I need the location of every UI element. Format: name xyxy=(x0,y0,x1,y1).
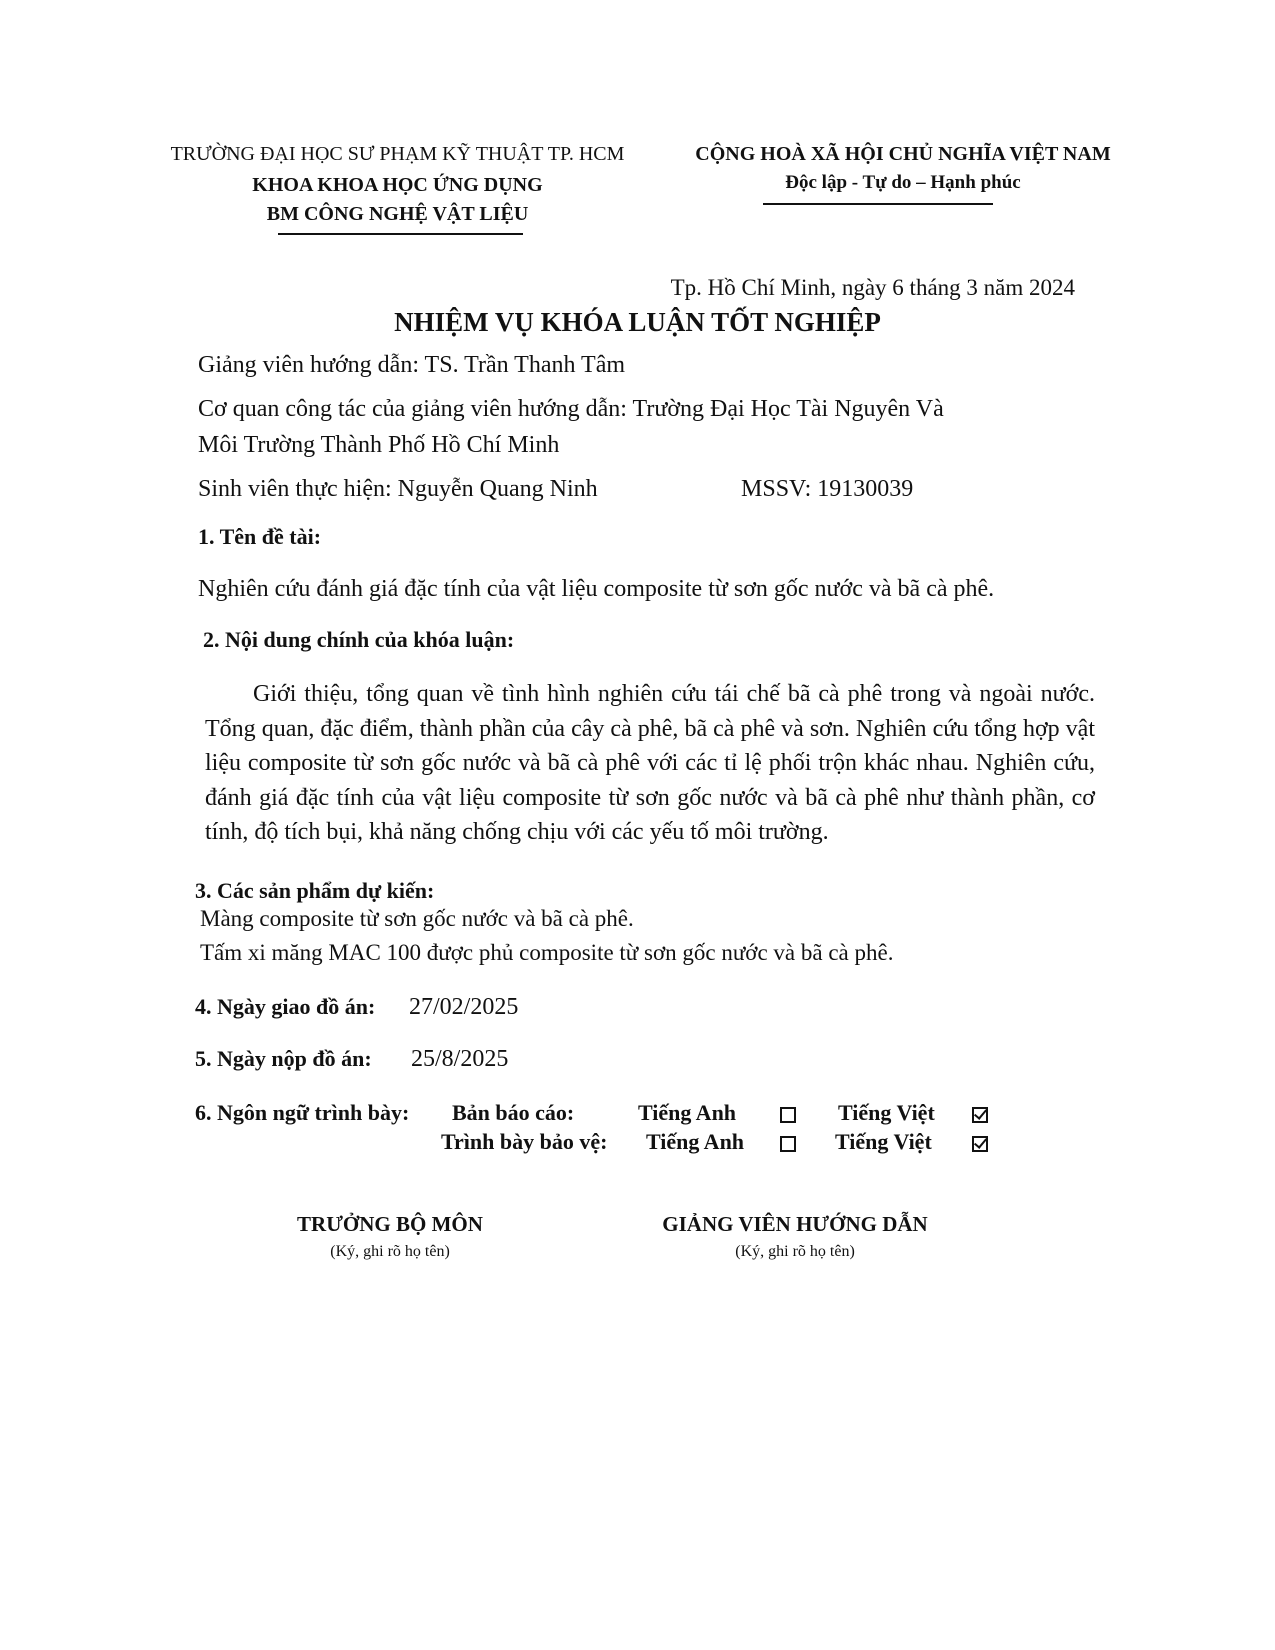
section-2-text: Giới thiệu, tổng quan về tình hình nghiên cứu tái chế bã cà phê trong và ngoài nước. Tổng quan, đặc điểm, thành phần của cây cà phê, bã cà phê và sơn. Nghiên cứu tổng hợp vật liệu composite từ sơn gốc nước và bã cà phê với các tỉ lệ phối trộn khác nhau. Nghiên cứu, đánh giá đặc tính của vật liệu composite từ sơn gốc nước và bã cà phê như thành phần, cơ tính, độ tích bụi, khả năng chống chịu với các yếu tố môi trường. xyxy=(205,681,1095,845)
university-name: TRƯỜNG ĐẠI HỌC SƯ PHẠM KỸ THUẬT TP. HCM xyxy=(170,143,625,165)
left-header-rule xyxy=(278,233,523,235)
country-name: CỘNG HOÀ XÃ HỘI CHỦ NGHĨA VIỆT NAM xyxy=(695,143,1111,165)
student-id: MSSV: 19130039 xyxy=(741,476,914,502)
section-4-heading: 4. Ngày giao đồ án: xyxy=(195,994,376,1019)
affiliation-line-1: Cơ quan công tác của giảng viên hướng dẫn: Trường Đại Học Tài Nguyên Và xyxy=(198,396,944,422)
advisor-line: Giảng viên hướng dẫn: TS. Trần Thanh Tâm xyxy=(198,352,626,378)
report-vietnamese-checkbox[interactable] xyxy=(972,1107,988,1123)
submission-date: 25/8/2025 xyxy=(411,1046,509,1072)
advisor-signature-title: GIẢNG VIÊN HƯỚNG DẪN xyxy=(662,1212,928,1236)
advisor-signature-note: (Ký, ghi rõ họ tên) xyxy=(735,1243,855,1260)
faculty-name: KHOA KHOA HỌC ỨNG DỤNG xyxy=(252,174,543,196)
date-line: Tp. Hồ Chí Minh, ngày 6 tháng 3 năm 2024 xyxy=(670,275,1075,300)
section-1-heading: 1. Tên đề tài: xyxy=(198,524,322,549)
product-item-1: Màng composite từ sơn gốc nước và bã cà phê. xyxy=(200,906,634,931)
defense-language-label: Trình bày bảo vệ: xyxy=(441,1129,608,1154)
page-title: NHIỆM VỤ KHÓA LUẬN TỐT NGHIỆP xyxy=(394,307,881,337)
defense-english-checkbox[interactable] xyxy=(780,1136,796,1152)
right-header-rule xyxy=(763,203,993,205)
defense-english-label: Tiếng Anh xyxy=(646,1129,745,1154)
affiliation-line-2: Môi Trường Thành Phố Hồ Chí Minh xyxy=(198,432,560,458)
section-5-heading: 5. Ngày nộp đồ án: xyxy=(195,1046,372,1071)
handover-date: 27/02/2025 xyxy=(409,994,519,1020)
product-item-2: Tấm xi măng MAC 100 được phủ composite từ sơn gốc nước và bã cà phê. xyxy=(200,940,894,965)
defense-vietnamese-label: Tiếng Việt xyxy=(835,1129,932,1154)
section-3-heading: 3. Các sản phẩm dự kiến: xyxy=(195,878,435,903)
section-1-text: Nghiên cứu đánh giá đặc tính của vật liệu composite từ sơn gốc nước và bã cà phê. xyxy=(198,576,995,602)
report-english-checkbox[interactable] xyxy=(780,1107,796,1123)
department-head-title: TRƯỞNG BỘ MÔN xyxy=(297,1212,483,1236)
national-motto: Độc lập - Tự do – Hạnh phúc xyxy=(785,172,1021,193)
defense-vietnamese-checkbox[interactable] xyxy=(972,1136,988,1152)
department-head-note: (Ký, ghi rõ họ tên) xyxy=(330,1243,450,1260)
report-language-label: Bản báo cáo: xyxy=(452,1100,575,1125)
section-2-heading: 2. Nội dung chính của khóa luận: xyxy=(203,627,515,652)
report-english-label: Tiếng Anh xyxy=(638,1100,737,1125)
section-6-heading: 6. Ngôn ngữ trình bày: xyxy=(195,1100,410,1125)
report-vietnamese-label: Tiếng Việt xyxy=(838,1100,935,1125)
department-name: BM CÔNG NGHỆ VẬT LIỆU xyxy=(266,203,529,225)
student-line: Sinh viên thực hiện: Nguyễn Quang Ninh xyxy=(198,476,598,502)
